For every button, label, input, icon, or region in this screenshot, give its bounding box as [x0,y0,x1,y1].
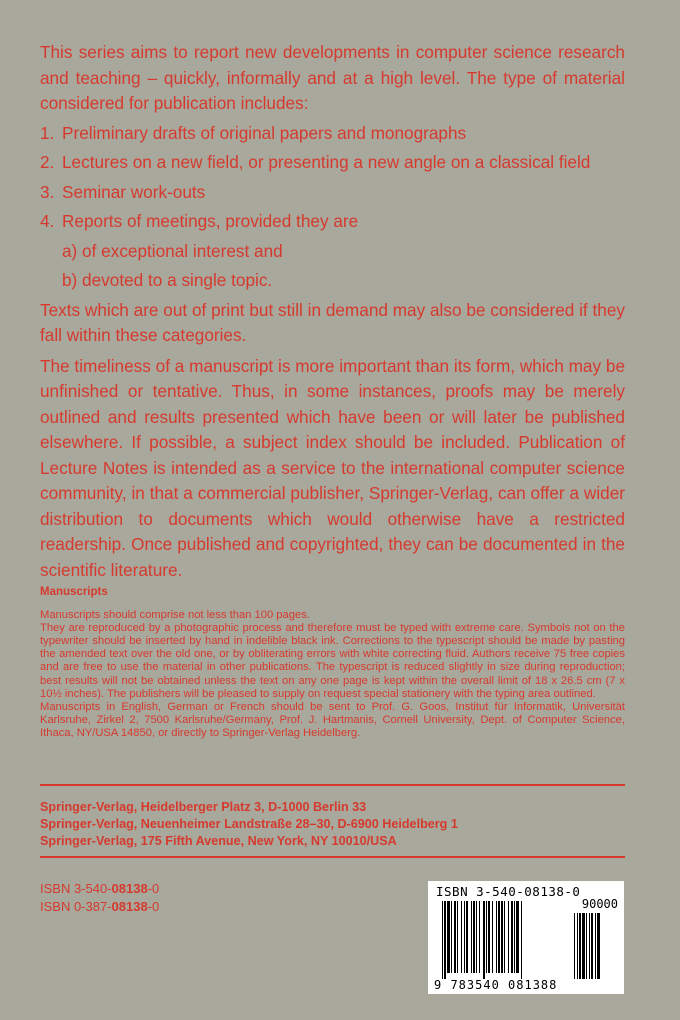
material-list [40,121,625,294]
barcode-bar [444,901,446,979]
barcode-isbn-text: ISBN 3-540-08138-0 [436,884,581,899]
barcode-bar [521,901,522,979]
barcode-addon-bar [582,913,585,979]
barcode-addon-bar [586,913,587,979]
address-new-york: Springer-Verlag, 175 Fifth Avenue, New York, NY 10010/USA [40,834,397,848]
barcode-bar [511,901,513,973]
isbn-german: ISBN 3-540-08138-0 [40,881,160,896]
list-subitem: a) of exceptional interest and [62,240,283,261]
address-berlin: Springer-Verlag, Heidelberger Platz 3, D-1000 Berlin 33 [40,800,367,814]
isbn-us: ISBN 0-387-08138-0 [40,899,160,914]
manuscripts-heading: Manuscripts [40,586,108,598]
manuscripts-submission: Manuscripts in English, German or French should be sent to Prof. G. Goos, Institut für Informatik, Universität Karlsruhe, Zirkel 2, 7500 Karlsruhe/Germany, Prof. J. Hartmanis, Cornell University, Dept. of Computer Science, Ithaca, NY/USA 14850, or directly to Springer-Verlag Heidelberg. [40,700,625,739]
barcode-bar [483,901,485,979]
barcode-addon-bar [589,913,590,979]
barcode-bar [451,901,452,973]
barcode-bar [454,901,456,973]
barcode-label [428,881,624,994]
list-item: 1. Preliminary drafts of original papers and monographs [40,122,467,143]
barcode-bar [514,901,515,973]
barcode-bar [479,901,480,973]
barcode-bar [492,901,493,973]
manuscripts-length: Manuscripts should comprise not less than 100 pages. [40,609,310,622]
barcode-bar [476,901,477,973]
divider-bottom [40,856,625,858]
list-item: 3. Seminar work-outs [40,181,206,202]
barcode-bar [442,901,443,979]
divider-top [40,784,625,786]
barcode-bar [496,901,497,973]
address-heidelberg: Springer-Verlag, Neuenheimer Landstraße 28–30, D-6900 Heidelberg 1 [40,817,458,831]
barcode-addon-bar [595,913,596,979]
series-description [40,40,625,583]
barcode-bar [488,901,490,973]
barcode-addon-bar [579,913,581,979]
list-item: 2. Lectures on a new field, or presenting a new angle on a classical field [40,152,591,172]
barcode-addon-bar [591,913,593,979]
barcode-bar [501,901,503,973]
barcode-addon-text: 90000 [581,897,618,911]
barcode-addon-bar [574,913,575,979]
barcode-addon-bar [577,913,578,979]
manuscripts-instructions: They are reproduced by a photographic process and therefore must be typed with extreme care. Symbols not on the typewriter should be inserted by hand in indelible black ink. Corrections to the typescript should be made by pasting the amended text over the old one, or by obliterating errors with white correcting fluid. Authors receive 75 free copies and are free to use the material in other publications. The typescript is reduced slightly in size during reproduction; best results will not be obtained unless the text on any one page is kept within the overall limit of 18 x 26.5 cm (7 x 10½ inches). The publishers will be pleased to supply on request special stationery with the typing area outlined. [40,622,625,700]
list-item: 4. Reports of meetings, provided they are [40,211,359,231]
barcode-bar [457,901,458,973]
publisher-addresses [40,799,458,850]
timeliness-paragraph: The timeliness of a manuscript is more important than its form, which may be unfinished or tentative. Thus, in some instances, proofs may be merely outlined and results presented which have been or will later be published elsewhere. If possible, a subject index should be included. Publication of Lecture Notes is intended as a service to the international computer science community, in that a commercial publisher, Springer-Verlag, can offer a wider distribution to documents which would otherwise have a restricted readership. Once published and copyrighted, they can be documented in the scientific literature. [40,355,625,580]
barcode-bar [498,901,500,973]
barcode-bar [464,901,465,973]
barcode-bar [486,901,487,973]
manuscripts-section [40,586,625,740]
barcode-bar [504,901,505,973]
barcode-bar [508,901,509,973]
out-of-print-paragraph: Texts which are out of print but still in demand may also be considered if they fall within these categories. [40,299,625,345]
barcode-number-text: 9 783540 081388 [434,978,558,992]
barcode-bar [471,901,472,973]
isbn-block [40,880,159,916]
barcode-bar [447,901,450,973]
barcode-bar [473,901,475,973]
barcode-addon-bar [597,913,600,979]
list-subitem: b) devoted to a single topic. [62,270,273,290]
intro-paragraph: This series aims to report new developments in computer science research and teaching – quickly, informally and at a high level. The type of material considered for publication includes: [40,42,625,113]
barcode-bar [466,901,468,973]
barcode-bar [516,901,519,973]
barcode-bar [461,901,462,973]
